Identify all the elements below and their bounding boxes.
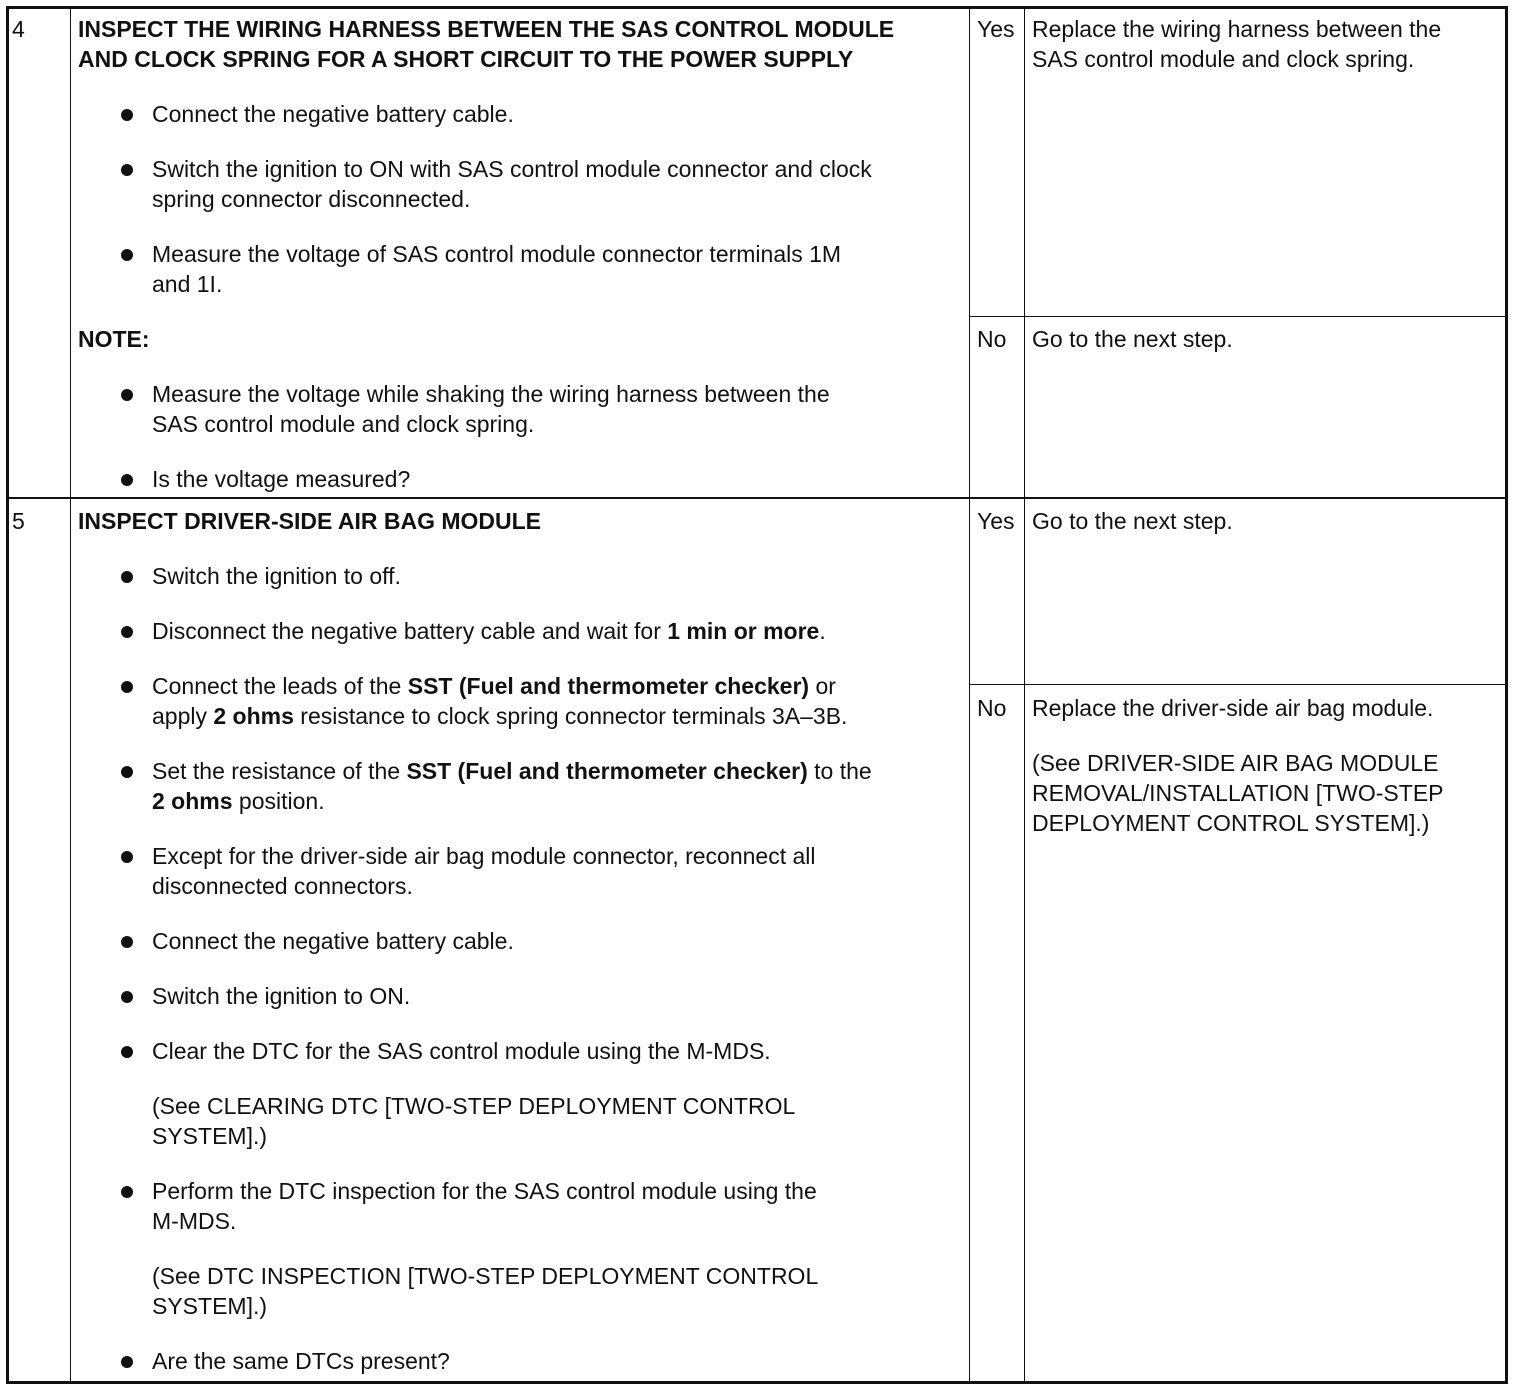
list-item-text: Connect the negative battery cable. — [152, 928, 514, 954]
row5-yes-no-divider — [970, 684, 1507, 685]
answer-no: No — [977, 695, 1007, 721]
bullet-icon — [121, 681, 133, 693]
list-item-text: Set the resistance of the SST (Fuel and thermometer checker) to the — [152, 758, 872, 784]
answer-yes: Yes — [977, 508, 1015, 534]
reference-text: DEPLOYMENT CONTROL SYSTEM].) — [1032, 810, 1430, 836]
list-item-text: apply 2 ohms resistance to clock spring connector terminals 3A–3B. — [152, 703, 848, 729]
reference-text: (See CLEARING DTC [TWO-STEP DEPLOYMENT CONTROL — [152, 1093, 796, 1119]
list-item-text: Disconnect the negative battery cable and wait for 1 min or more. — [152, 618, 826, 644]
reference-text: SYSTEM].) — [152, 1123, 268, 1149]
bullet-icon — [121, 766, 133, 778]
answer-yes: Yes — [977, 16, 1015, 42]
step-heading-line-1: INSPECT THE WIRING HARNESS BETWEEN THE SAS CONTROL MODULE — [78, 16, 895, 42]
list-item-text: spring connector disconnected. — [152, 186, 471, 212]
row-divider — [6, 497, 1508, 499]
reference-text: REMOVAL/INSTALLATION [TWO-STEP — [1032, 780, 1444, 806]
reference-text: (See DRIVER-SIDE AIR BAG MODULE — [1032, 750, 1439, 776]
column-divider-result — [1024, 6, 1025, 1384]
bullet-icon — [121, 571, 133, 583]
bullet-icon — [121, 249, 133, 261]
list-item-text: SAS control module and clock spring. — [152, 411, 535, 437]
list-item-text: disconnected connectors. — [152, 873, 413, 899]
bullet-icon — [121, 109, 133, 121]
bullet-icon — [121, 164, 133, 176]
list-item-text: Switch the ignition to off. — [152, 563, 401, 589]
bullet-icon — [121, 851, 133, 863]
result-yes: Go to the next step. — [1032, 508, 1233, 534]
list-item-text: Connect the negative battery cable. — [152, 101, 514, 127]
list-item-text: Perform the DTC inspection for the SAS control module using the — [152, 1178, 817, 1204]
reference-text: (See DTC INSPECTION [TWO-STEP DEPLOYMENT CONTROL — [152, 1263, 819, 1289]
reference-text: SYSTEM].) — [152, 1293, 268, 1319]
column-divider-answer — [969, 6, 970, 1384]
step-heading: INSPECT DRIVER-SIDE AIR BAG MODULE — [78, 508, 542, 534]
list-item-text: Switch the ignition to ON with SAS control module connector and clock — [152, 156, 872, 182]
list-item-text: Measure the voltage while shaking the wiring harness between the — [152, 381, 830, 407]
column-divider-step — [70, 6, 71, 1384]
bullet-icon — [121, 1186, 133, 1198]
bullet-icon — [121, 389, 133, 401]
step-heading-line-2: AND CLOCK SPRING FOR A SHORT CIRCUIT TO THE POWER SUPPLY — [78, 46, 854, 72]
result-no: Replace the driver-side air bag module. — [1032, 695, 1434, 721]
list-item-text: Clear the DTC for the SAS control module using the M-MDS. — [152, 1038, 771, 1064]
bullet-icon — [121, 936, 133, 948]
answer-no: No — [977, 326, 1007, 352]
step-number: 5 — [12, 508, 25, 534]
list-item-text: Are the same DTCs present? — [152, 1348, 450, 1374]
bullet-icon — [121, 1046, 133, 1058]
note-label: NOTE: — [78, 326, 150, 352]
list-item-text: Measure the voltage of SAS control module connector terminals 1M — [152, 241, 842, 267]
bullet-icon — [121, 474, 133, 486]
list-item-text: 2 ohms position. — [152, 788, 325, 814]
row4-yes-no-divider — [970, 316, 1507, 317]
bullet-icon — [121, 626, 133, 638]
bullet-icon — [121, 991, 133, 1003]
list-item-text: and 1I. — [152, 271, 223, 297]
result-yes-line-1: Replace the wiring harness between the — [1032, 16, 1442, 42]
list-item-text: Connect the leads of the SST (Fuel and thermometer checker) or — [152, 673, 836, 699]
list-item-text: M-MDS. — [152, 1208, 237, 1234]
result-no: Go to the next step. — [1032, 326, 1233, 352]
list-item-text: Except for the driver-side air bag module connector, reconnect all — [152, 843, 816, 869]
result-yes-line-2: SAS control module and clock spring. — [1032, 46, 1415, 72]
list-item-text: Switch the ignition to ON. — [152, 983, 411, 1009]
step-number: 4 — [12, 16, 25, 42]
list-item-text: Is the voltage measured? — [152, 466, 411, 492]
bullet-icon — [121, 1356, 133, 1368]
